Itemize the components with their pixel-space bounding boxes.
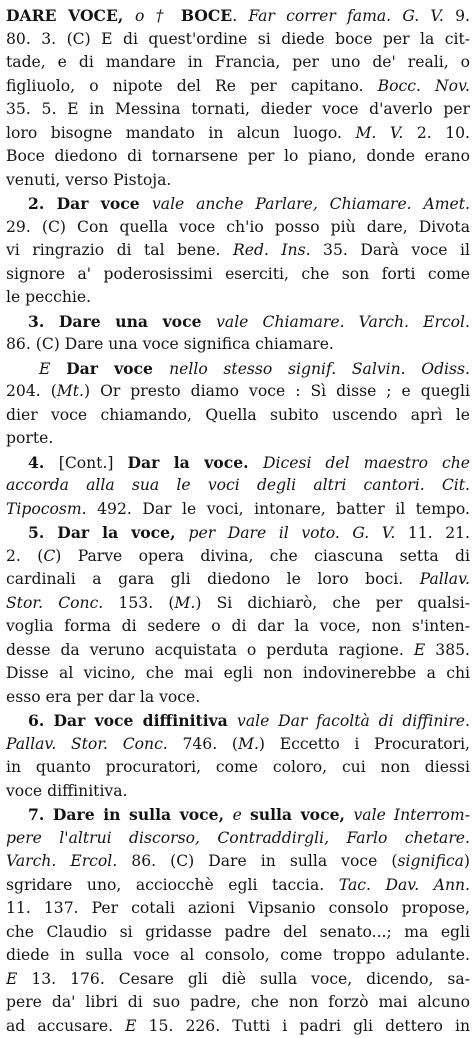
text-line (6, 333, 470, 357)
body-text: voce diffinitiva. (6, 782, 128, 800)
text-line (6, 310, 470, 334)
text-line (6, 662, 470, 686)
body-text: 746. ( (168, 735, 238, 753)
text-line (6, 850, 470, 874)
body-text: Boce diedono di tornarsene per lo piano, donde erano (6, 147, 470, 165)
italic-text: e (233, 806, 250, 824)
italic-text: Pallav. Stor. Conc. (6, 735, 168, 753)
italic-text: Tipocosm. (6, 500, 87, 518)
italic-text: Varch. Ercol. (6, 852, 117, 870)
body-text: 2. ( (6, 547, 43, 565)
headword-text: 6. Dar voce diffinitiva (28, 711, 237, 730)
italic-text: nello stesso signif. Salvin. Odiss. (169, 360, 470, 378)
headword-text: sulla voce, (250, 805, 354, 824)
italic-text: pere l'altrui discorso, Contraddirgli, Farlo chetare. (6, 829, 470, 847)
text-line (6, 521, 470, 545)
text-line (6, 4, 470, 28)
headword-text: 7. Dare in sulla voce, (28, 805, 233, 824)
body-text: desse da veruno acquistata o perduta ragione. (6, 641, 414, 659)
text-line (6, 122, 470, 146)
body-text: ) Or presto diamo voce : Sì disse ; e quegli (84, 382, 470, 400)
text-line (6, 639, 470, 663)
text-line (6, 451, 470, 475)
body-text: in quanto procuratori, come coloro, cui non diessi (6, 758, 470, 776)
text-line (6, 921, 470, 945)
body-text: ) Eccetto i Procuratori, (259, 735, 470, 753)
body-text: ) Parve opera divina, che ciascuna setta di (55, 547, 470, 565)
body-text: che Claudio si gridasse padre del senato...; ma egli (6, 923, 470, 941)
body-text: Disse al vicino, che mai egli non indovinerebbe a chi (6, 664, 470, 682)
headword-text: BOCE (181, 6, 232, 25)
italic-text: Tac. Dav. Ann. (339, 876, 470, 894)
body-text: ) Si dichiarò, che per qualsi- (195, 594, 470, 612)
text-line (6, 145, 470, 169)
italic-text: Red. Ins. (233, 241, 311, 259)
headword-text: 2. Dar voce (28, 194, 152, 213)
text-line (6, 1015, 470, 1038)
body-text: signore a' poderosissimi eserciti, che son forti come (6, 265, 470, 283)
body-text: le pecchie. (6, 288, 91, 306)
body-text: sgridare uno, acciocchè egli taccia. (6, 876, 339, 894)
body-text: 2. 10. (403, 124, 470, 142)
italic-text: E (39, 360, 66, 378)
body-text: 86. (C) Dare in sulla voce ( (117, 852, 397, 870)
italic-text: M. (174, 594, 195, 612)
body-text: 9. (444, 7, 470, 25)
text-line (6, 968, 470, 992)
body-text: 86. (C) Dare una voce significa chiamare. (6, 335, 334, 353)
body-text: 204. ( (6, 382, 57, 400)
italic-text: o † (135, 7, 181, 25)
text-line (6, 380, 470, 404)
body-text: 153. ( (103, 594, 174, 612)
italic-text: C (43, 547, 55, 565)
body-text: 35. 5. E in Messina tornati, dieder voce d'averlo per (6, 100, 470, 118)
italic-text: Bocc. Nov. (378, 77, 470, 95)
body-text: ) (464, 852, 470, 870)
text-line (6, 239, 470, 263)
text-line (6, 686, 470, 710)
text-line (6, 780, 470, 804)
text-line (6, 592, 470, 616)
text-line (6, 404, 470, 428)
italic-text: accorda alla sua le voci degli altri cantori. Cit. (6, 476, 470, 494)
headword-text: 5. Dar la voce, (28, 523, 189, 542)
text-line (6, 827, 470, 851)
body-text: tade, e di mandare in Francia, per uno de' reali, o (6, 53, 470, 71)
text-line (6, 897, 470, 921)
text-line (6, 263, 470, 287)
text-line (6, 498, 470, 522)
body-text: venuti, verso Pistoja. (6, 171, 171, 189)
italic-text: E (6, 970, 17, 988)
text-line (6, 75, 470, 99)
body-text: 11. 21. (395, 524, 470, 542)
body-text: dier voce chiamando, Quella subito uscendo aprì le (6, 406, 470, 424)
body-text: 492. Dar le voci, intonare, batter il tempo. (87, 500, 470, 518)
italic-text: E (414, 641, 425, 659)
text-line (6, 709, 470, 733)
text-line (6, 427, 470, 451)
text-line (6, 944, 470, 968)
body-text: 11. 137. Per cotali azioni Vipsanio consolo propose, (6, 899, 470, 917)
italic-text: vale Dar facoltà di diffinire. (237, 712, 470, 730)
body-text: cardinali a gara gli diedono le loro boci. (6, 570, 420, 588)
italic-text: significa (397, 852, 463, 870)
text-line (6, 991, 470, 1015)
body-text: [Cont.] (59, 454, 128, 472)
italic-text: Stor. Conc. (6, 594, 103, 612)
text-line (6, 733, 470, 757)
italic-text: Dicesi del maestro che (263, 454, 470, 472)
headword-text: Dar la voce. (127, 453, 263, 472)
text-line (6, 803, 470, 827)
italic-text: Far correr fama. G. V. (248, 7, 444, 25)
body-text: loro bisogne mandato in alcun luogo. (6, 124, 355, 142)
italic-text: per Dare il voto. G. V. (189, 524, 396, 542)
body-text: 80. 3. (C) E di quest'ordine si diede boce per la cit- (6, 30, 470, 48)
body-text: esso era per dar la voce. (6, 688, 200, 706)
text-line (6, 192, 470, 216)
body-text: 13. 176. Cesare gli diè sulla voce, dicendo, sa- (17, 970, 470, 988)
text-line (6, 874, 470, 898)
text-line (6, 615, 470, 639)
headword-text: Dar voce (66, 359, 169, 378)
text-line (6, 568, 470, 592)
text-line (6, 28, 470, 52)
italic-text: Pallav. (420, 570, 470, 588)
text-line (6, 357, 470, 381)
body-text: ad accusare. (6, 1017, 125, 1035)
body-text: figliuolo, o nipote del Re per capitano. (6, 77, 378, 95)
text-line (6, 169, 470, 193)
text-line (6, 474, 470, 498)
italic-text: vale Chiamare. Varch. Ercol. (216, 313, 470, 331)
italic-text: vale anche Parlare, Chiamare. Amet. (152, 195, 470, 213)
body-text: pere da' libri di suo padre, che non forzò mai alcuno (6, 993, 470, 1011)
text-line (6, 286, 470, 310)
italic-text: M. (238, 735, 259, 753)
italic-text: Mt. (57, 382, 84, 400)
body-text: . (232, 7, 248, 25)
headword-text: 4. (28, 453, 59, 472)
body-text: 385. (425, 641, 470, 659)
headword-text: DARE VOCE, (6, 6, 135, 25)
body-text: 35. Darà voce il (311, 241, 470, 259)
text-line (6, 756, 470, 780)
body-text: 15. 226. Tutti i padri gli dettero in (137, 1017, 470, 1035)
text-line (6, 216, 470, 240)
body-text: vi ringrazio di tal bene. (6, 241, 233, 259)
italic-text: E (125, 1017, 136, 1035)
text-line (6, 51, 470, 75)
body-text: diede in sulla voce al consolo, come troppo adulante. (6, 946, 470, 964)
text-line (6, 545, 470, 569)
italic-text: vale Interrom- (354, 806, 471, 824)
text-line (6, 98, 470, 122)
italic-text: M. V. (355, 124, 403, 142)
body-text: voglia forma di sedere o di dar la voce, non s'inten- (6, 617, 470, 635)
headword-text: 3. Dare una voce (28, 312, 216, 331)
body-text: 29. (C) Con quella voce ch'io posso più dare, Divota (6, 218, 470, 236)
body-text: porte. (6, 429, 53, 447)
